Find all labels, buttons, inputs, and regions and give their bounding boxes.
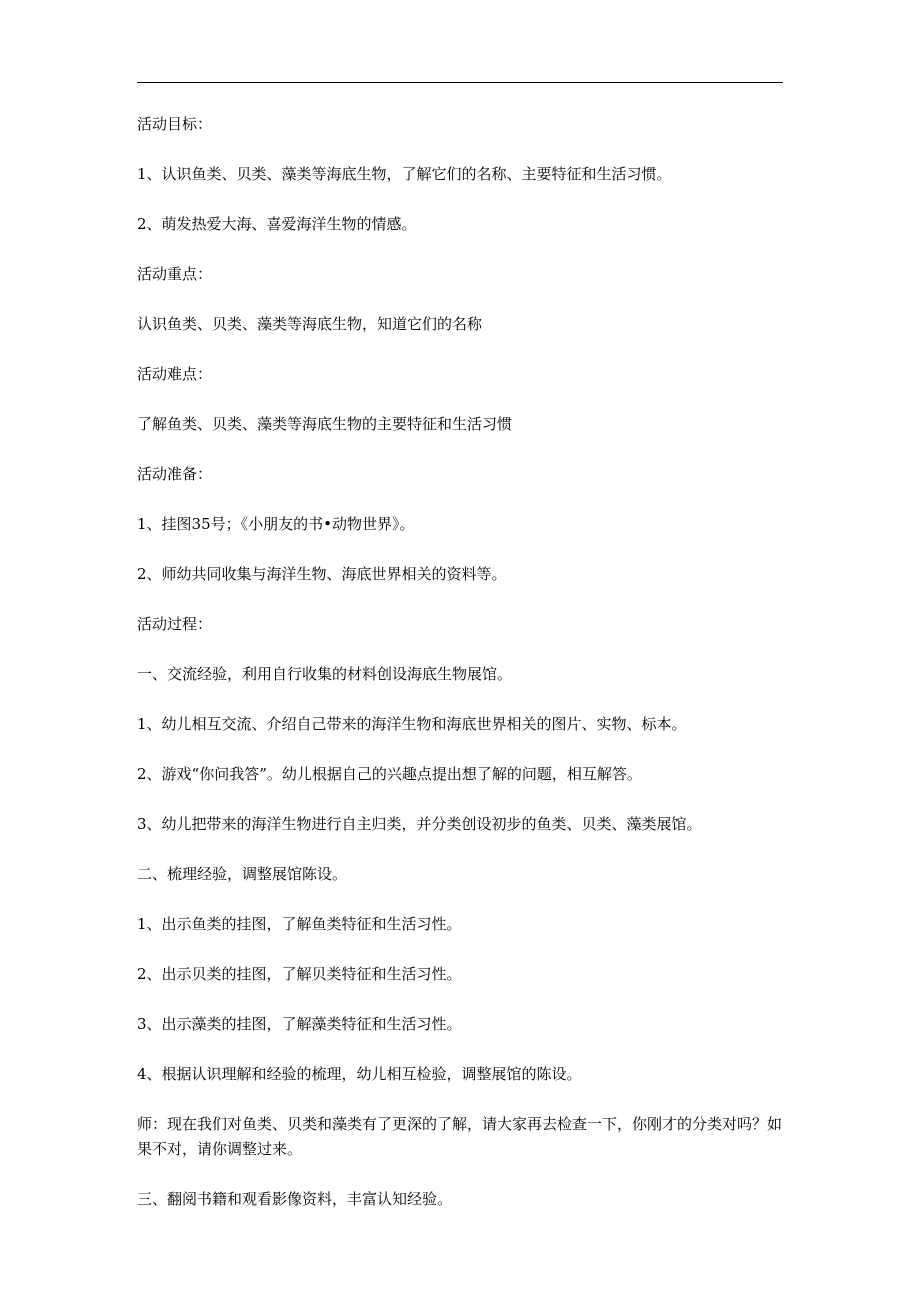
- section-heading-process: 活动过程：: [137, 615, 213, 633]
- process-step-1-item-1: 1、幼儿相互交流、介绍自己带来的海洋生物和海底世界相关的图片、实物、标本。: [137, 715, 687, 733]
- process-step-1-heading: 一、交流经验，利用自行收集的材料创设海底生物展馆。: [137, 665, 513, 683]
- section-heading-preparation: 活动准备：: [137, 465, 213, 483]
- document-body: [137, 112, 783, 1237]
- process-step-3-heading: 三、翻阅书籍和观看影像资料，丰富认知经验。: [137, 1190, 453, 1208]
- difficulty-text: 了解鱼类、贝类、藻类等海底生物的主要特征和生活习惯: [137, 415, 513, 433]
- goal-item-1: 1、认识鱼类、贝类、藻类等海底生物，了解它们的名称、主要特征和生活习惯。: [137, 165, 672, 183]
- section-heading-goals: 活动目标：: [137, 115, 213, 133]
- header-rule: [137, 82, 783, 83]
- key-point-text: 认识鱼类、贝类、藻类等海底生物，知道它们的名称: [137, 315, 483, 333]
- preparation-item-2: 2、师幼共同收集与海洋生物、海底世界相关的资料等。: [137, 565, 507, 583]
- teacher-dialogue: 师：现在我们对鱼类、贝类和藻类有了更深的了解，请大家再去检查一下，你刚才的分类对吗？如果不对，请你调整过来。: [137, 1115, 783, 1158]
- process-step-2-item-2: 2、出示贝类的挂图，了解贝类特征和生活习性。: [137, 965, 462, 983]
- process-step-1-item-2: 2、游戏“你问我答”。幼儿根据自己的兴趣点提出想了解的问题，相互解答。: [137, 765, 642, 783]
- section-heading-key-points: 活动重点：: [137, 265, 213, 283]
- section-heading-difficulties: 活动难点：: [137, 365, 213, 383]
- process-step-2-item-3: 3、出示藻类的挂图，了解藻类特征和生活习性。: [137, 1015, 462, 1033]
- process-step-2-heading: 二、梳理经验，调整展馆陈设。: [137, 865, 348, 883]
- process-step-1-item-3: 3、幼儿把带来的海洋生物进行自主归类，并分类创设初步的鱼类、贝类、藻类展馆。: [137, 815, 702, 833]
- process-step-2-item-4: 4、根据认识理解和经验的梳理，幼儿相互检验，调整展馆的陈设。: [137, 1065, 582, 1083]
- goal-item-2: 2、萌发热爱大海、喜爱海洋生物的情感。: [137, 215, 417, 233]
- preparation-item-1: 1、挂图35号；《小朋友的书•动物世界》。: [137, 515, 415, 533]
- process-step-2-item-1: 1、出示鱼类的挂图，了解鱼类特征和生活习性。: [137, 915, 462, 933]
